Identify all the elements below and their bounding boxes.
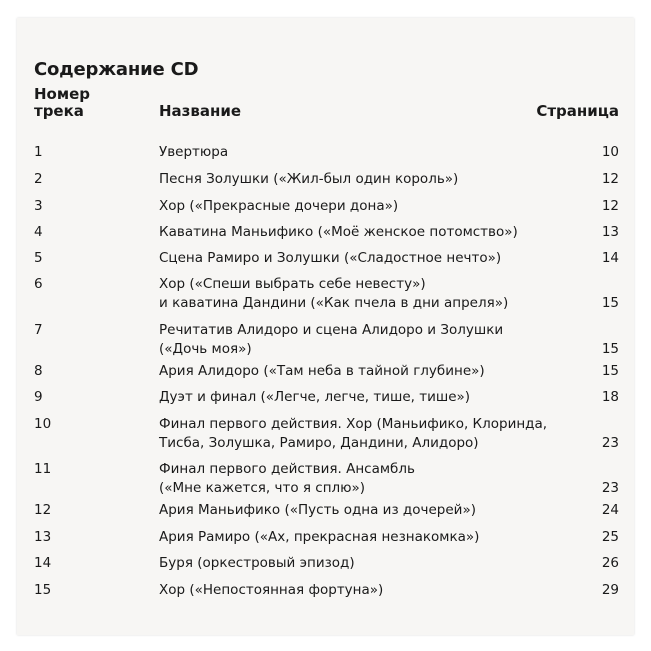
document-page <box>17 18 634 635</box>
track-name: Сцена Рамиро и Золушки («Сладостное нечто») <box>159 250 502 266</box>
track-row <box>17 170 634 189</box>
track-page: 18 <box>601 389 619 405</box>
track-row <box>17 554 634 573</box>
track-name: Увертюра <box>159 144 229 160</box>
track-number: 1 <box>34 144 43 160</box>
track-page: 24 <box>601 502 619 518</box>
track-row <box>17 528 634 547</box>
track-page: 29 <box>601 582 619 598</box>
track-name: Ария Алидоро («Там неба в тайной глубине») <box>159 363 485 379</box>
track-row <box>17 460 634 498</box>
track-row <box>17 321 634 359</box>
track-number: 9 <box>34 389 43 405</box>
track-number: 11 <box>34 461 52 477</box>
track-number: 6 <box>34 276 43 292</box>
column-header-page: Страница <box>536 102 619 120</box>
track-page: 15 <box>601 363 619 379</box>
track-name: Финал первого действия. Ансамбль («Мне кажется, что я сплю») <box>159 461 415 496</box>
track-number: 12 <box>34 502 52 518</box>
track-number: 13 <box>34 529 52 545</box>
track-page: 26 <box>601 555 619 571</box>
track-number: 2 <box>34 171 43 187</box>
track-name: Ария Рамиро («Ах, прекрасная незнакомка») <box>159 529 480 545</box>
track-name: Хор («Спеши выбрать себе невесту») и каватина Дандини («Как пчела в дни апреля») <box>159 276 509 311</box>
track-number: 15 <box>34 582 52 598</box>
page-title: Содержание CD <box>34 59 199 80</box>
track-name: Песня Золушки («Жил-был один король») <box>159 171 459 187</box>
track-page: 23 <box>601 435 619 451</box>
track-page: 23 <box>601 480 619 496</box>
track-name: Хор («Непостоянная фортуна») <box>159 582 384 598</box>
track-number: 8 <box>34 363 43 379</box>
track-row <box>17 415 634 453</box>
track-name: Финал первого действия. Хор (Маньифико, Клоринда, Тисба, Золушка, Рамиро, Дандини, Алидоро) <box>159 416 548 451</box>
track-row <box>17 581 634 600</box>
track-row <box>17 275 634 313</box>
track-page: 25 <box>601 529 619 545</box>
track-row <box>17 249 634 268</box>
track-row <box>17 388 634 407</box>
track-row <box>17 143 634 162</box>
track-name: Каватина Маньифико («Моё женское потомство») <box>159 224 518 240</box>
track-page: 15 <box>601 341 619 357</box>
track-number: 7 <box>34 322 43 338</box>
track-name: Дуэт и финал («Легче, легче, тише, тише») <box>159 389 471 405</box>
track-name: Речитатив Алидоро и сцена Алидоро и Золушки («Дочь моя») <box>159 322 504 357</box>
track-name: Ария Маньифико («Пусть одна из дочерей») <box>159 502 476 518</box>
track-number: 5 <box>34 250 43 266</box>
track-page: 12 <box>601 198 619 214</box>
track-page: 12 <box>601 171 619 187</box>
track-page: 15 <box>601 295 619 311</box>
track-page: 13 <box>601 224 619 240</box>
track-page: 14 <box>601 250 619 266</box>
track-name: Хор («Прекрасные дочери дона») <box>159 198 399 214</box>
column-header-name: Название <box>159 102 242 120</box>
column-header-number: Номер трека <box>34 85 91 120</box>
track-number: 3 <box>34 198 43 214</box>
track-number: 10 <box>34 416 52 432</box>
track-row <box>17 501 634 520</box>
track-number: 14 <box>34 555 52 571</box>
track-row <box>17 223 634 242</box>
track-name: Буря (оркестровый эпизод) <box>159 555 355 571</box>
track-row <box>17 197 634 216</box>
track-number: 4 <box>34 224 43 240</box>
track-page: 10 <box>601 144 619 160</box>
track-row <box>17 362 634 381</box>
